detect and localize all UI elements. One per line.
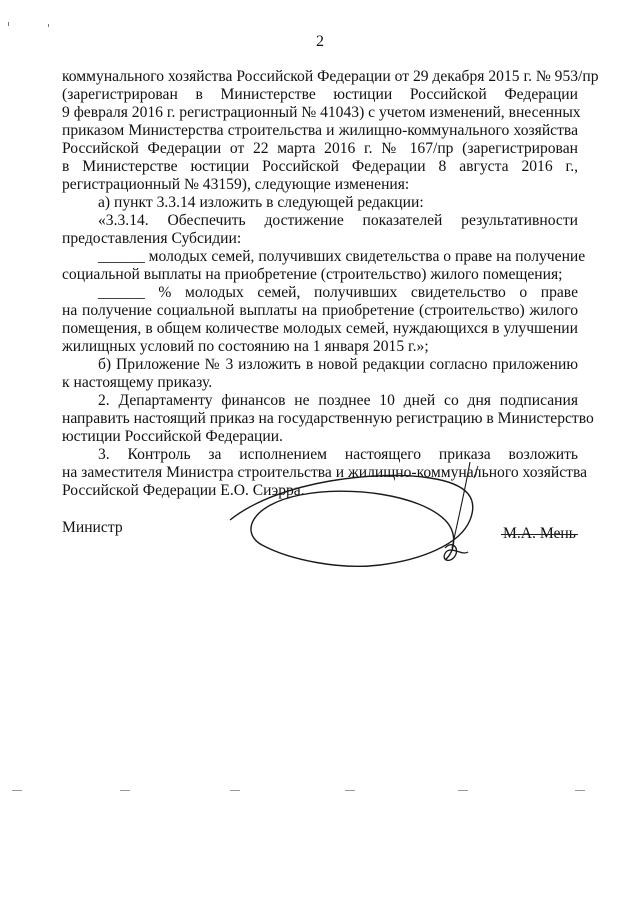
text-line: социальной выплаты на приобретение (строительство) жилого помещения; xyxy=(62,266,563,283)
page-number: 2 xyxy=(316,33,324,50)
text-line: ______ % молодых семей, получивших свидетельство о праве xyxy=(98,284,578,301)
scan-mark xyxy=(48,24,49,27)
text-line: в Министерстве юстиции Российской Федерации 8 августа 2016 г., xyxy=(62,158,578,175)
text-line: предоставления Субсидии: xyxy=(62,230,242,247)
scan-mark xyxy=(230,790,240,791)
text-line: регистрационный № 43159), следующие изменения: xyxy=(62,176,410,193)
text-line: «3.3.14. Обеспечить достижение показателей результативности xyxy=(98,212,578,229)
text-line: (зарегистрирован в Министерстве юстиции Российской Федерации xyxy=(62,86,578,103)
text-line: Российской Федерации Е.О. Сиэрра. xyxy=(62,482,305,499)
text-line: 3. Контроль за исполнением настоящего приказа возложить xyxy=(98,446,578,463)
text-line: жилищных условий по состоянию на 1 января 2015 г.»; xyxy=(62,338,429,355)
text-line: на получение социальной выплаты на приобретение (строительство) жилого xyxy=(62,302,578,319)
text-line: на заместителя Министра строительства и жилищно-коммунального хозяйства xyxy=(62,464,588,481)
text-line: помещения, в общем количестве молодых семей, нуждающихся в улучшении xyxy=(62,320,578,337)
text-line: направить настоящий приказ на государственную регистрацию в Министерство xyxy=(62,410,594,427)
scan-mark xyxy=(120,790,130,791)
scan-mark xyxy=(12,790,22,791)
signatory-name: М.А. Мень xyxy=(503,525,576,542)
text-line: 2. Департаменту финансов не позднее 10 дней со дня подписания xyxy=(98,392,578,409)
text-line: приказом Министерства строительства и жилищно-коммунального хозяйства xyxy=(62,122,578,139)
text-line: коммунального хозяйства Российской Федерации от 29 декабря 2015 г. № 953/пр xyxy=(62,68,599,85)
text-line: юстиции Российской Федерации. xyxy=(62,428,283,445)
scan-mark xyxy=(345,790,355,791)
scan-mark xyxy=(8,22,9,26)
text-line: к настоящему приказу. xyxy=(62,374,213,391)
text-line: Российской Федерации от 22 марта 2016 г. № 167/пр (зарегистрирован xyxy=(62,140,578,157)
signatory-position: Министр xyxy=(62,519,123,536)
text-line: ______ молодых семей, получивших свидетельства о праве на получение xyxy=(98,248,586,265)
text-line: а) пункт 3.3.14 изложить в следующей редакции: xyxy=(98,194,424,211)
text-line: б) Приложение № 3 изложить в новой редакции согласно приложению xyxy=(98,356,578,373)
scan-mark xyxy=(458,790,468,791)
text-line: 9 февраля 2016 г. регистрационный № 41043) с учетом изменений, внесенных xyxy=(62,104,581,121)
scan-mark xyxy=(575,790,585,791)
